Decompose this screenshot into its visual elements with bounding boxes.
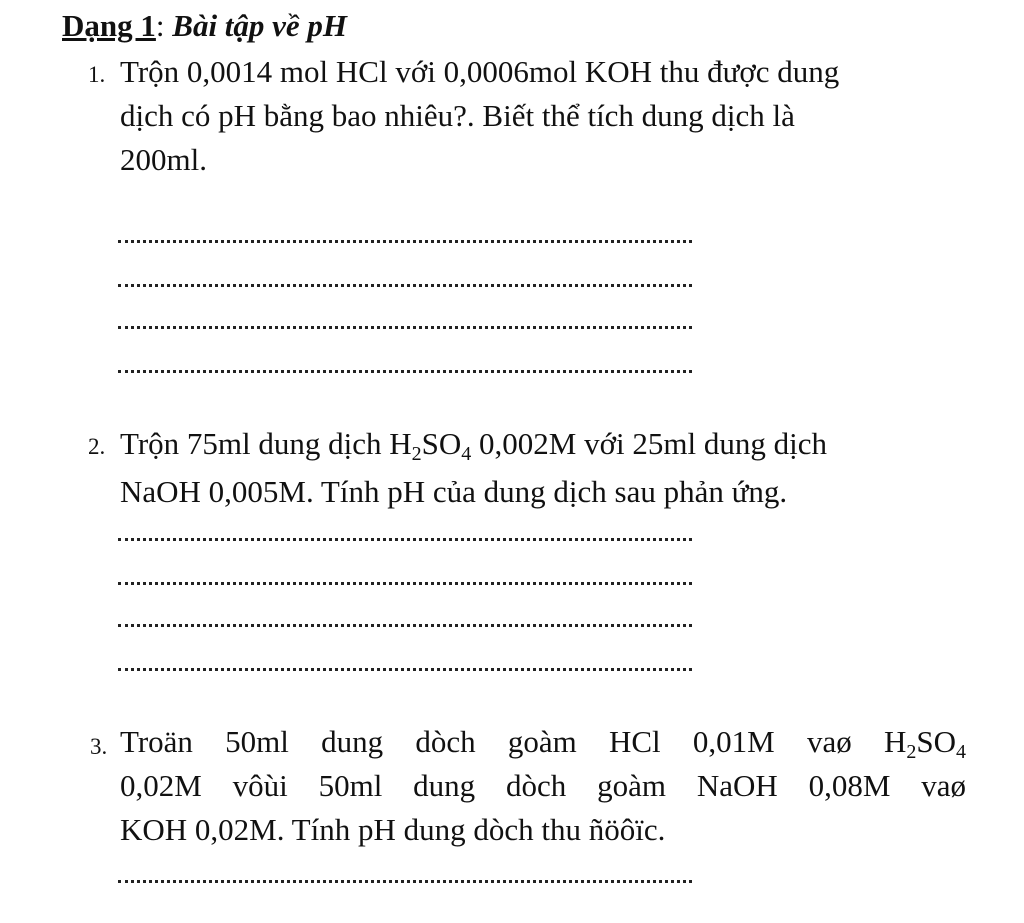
answer-line[interactable] xyxy=(118,582,692,585)
question-text-line: 0,02M vôùi 50ml dung dòch goàm NaOH 0,08M vaø xyxy=(120,768,966,803)
question-text-line: NaOH 0,005M. Tính pH của dung dịch sau phản ứng. xyxy=(120,474,788,509)
question-number: 3. xyxy=(90,734,108,759)
question-text-line: dịch có pH bằng bao nhiêu?. Biết thể tích dung dịch là xyxy=(120,98,795,133)
answer-line[interactable] xyxy=(118,538,692,541)
answer-line[interactable] xyxy=(118,370,692,373)
section-label: Dạng 1 xyxy=(62,8,156,43)
question-number: 2. xyxy=(88,434,106,459)
answer-line[interactable] xyxy=(118,240,692,243)
question-text-line: Troän 50ml dung dòch goàm HCl 0,01M vaø $H_2SO_4$ xyxy=(120,724,966,763)
answer-line[interactable] xyxy=(118,326,692,329)
question-text-line: KOH 0,02M. Tính pH dung dòch thu ñöôïc. xyxy=(120,812,666,847)
question-number: 1. xyxy=(88,62,106,87)
question-text-line: 200ml. xyxy=(120,142,207,177)
answer-line[interactable] xyxy=(118,284,692,287)
answer-line[interactable] xyxy=(118,668,692,671)
section-heading xyxy=(62,6,347,46)
answer-line[interactable] xyxy=(118,624,692,627)
answer-line[interactable] xyxy=(118,880,692,883)
section-title: Bài tập về pH xyxy=(172,8,348,43)
question-text-line: Trộn 75ml dung dịch $H_2SO_4$ 0,002M với 25ml dung dịch xyxy=(120,426,827,465)
question-text-line: Trộn 0,0014 mol HCl với 0,0006mol KOH thu được dung xyxy=(120,54,840,89)
heading-separator: : xyxy=(155,8,173,43)
